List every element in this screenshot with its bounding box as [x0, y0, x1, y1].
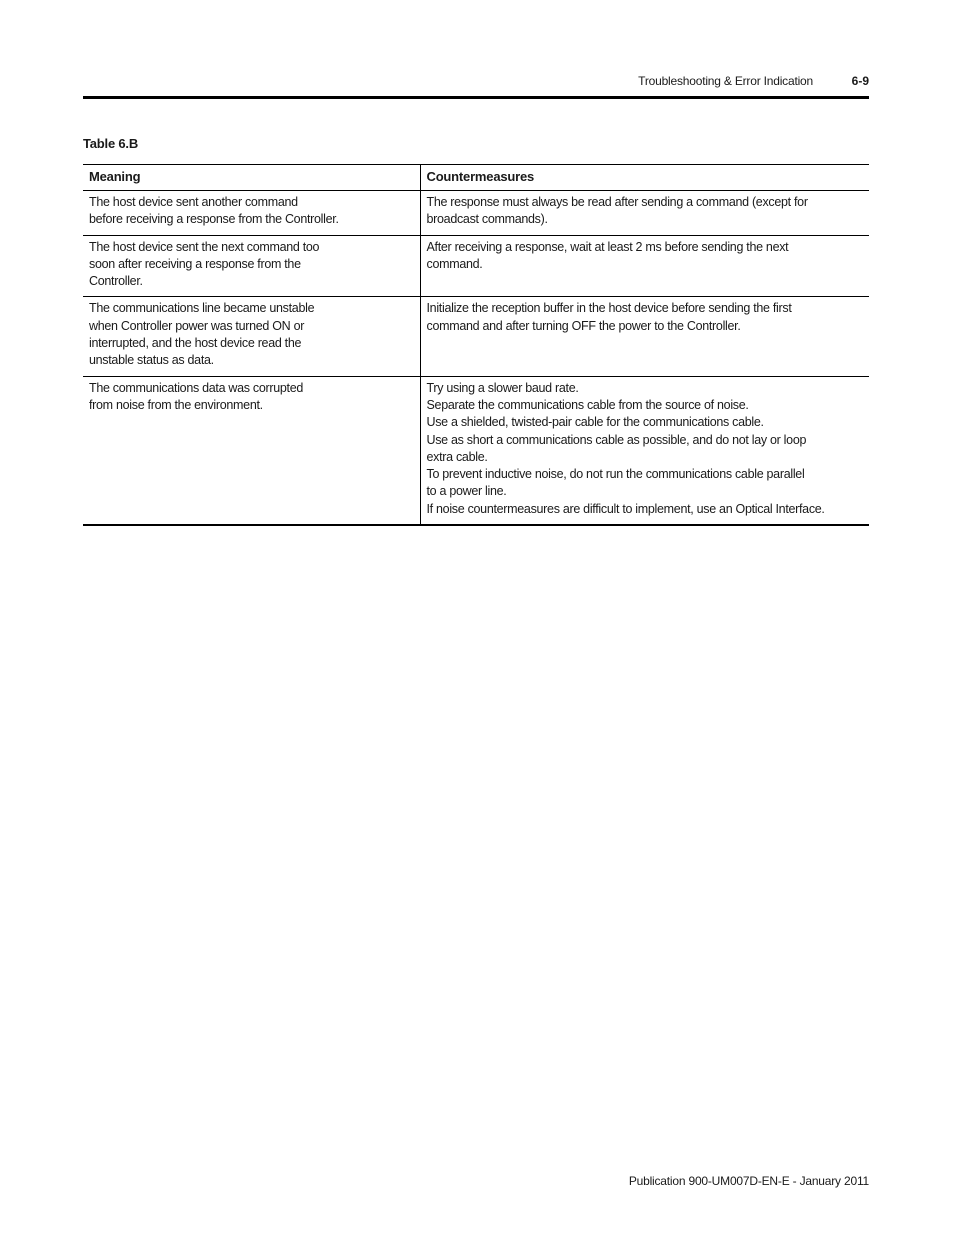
column-header-meaning: Meaning	[83, 165, 420, 191]
countermeasure-line: broadcast commands).	[426, 212, 548, 227]
table-header-row	[83, 165, 869, 191]
meaning-line: The host device sent the next command too	[89, 239, 320, 254]
table-row	[83, 235, 869, 297]
countermeasure-line: Initialize the reception buffer in the host device before sending the first	[426, 301, 792, 316]
countermeasures-cell	[420, 376, 869, 525]
meaning-cell	[83, 376, 420, 525]
header-title: Troubleshooting & Error Indication	[638, 74, 813, 88]
table-row	[83, 191, 869, 236]
meaning-cell	[83, 235, 420, 297]
meaning-line: The communications data was corrupted	[89, 380, 304, 395]
meaning-line: when Controller power was turned ON or	[89, 318, 305, 333]
header-rule	[83, 96, 869, 99]
meaning-cell	[83, 297, 420, 376]
troubleshooting-table	[83, 164, 869, 526]
countermeasure-line: extra cable.	[426, 449, 488, 464]
countermeasures-cell	[420, 297, 869, 376]
countermeasures-cell	[420, 191, 869, 236]
countermeasure-line: Separate the communications cable from the source of noise.	[426, 397, 749, 412]
table-row	[83, 297, 869, 376]
meaning-line: The communications line became unstable	[89, 301, 315, 316]
meaning-line: Controller.	[89, 274, 143, 289]
page-header	[83, 72, 869, 94]
countermeasure-line: Use a shielded, twisted-pair cable for the communications cable.	[426, 415, 764, 430]
meaning-cell	[83, 191, 420, 236]
meaning-line: before receiving a response from the Controller.	[89, 212, 339, 227]
table-row	[83, 376, 869, 525]
column-header-countermeasures: Countermeasures	[420, 165, 869, 191]
countermeasure-line: If noise countermeasures are difficult to implement, use an Optical Interface.	[426, 501, 825, 516]
countermeasure-line: command and after turning OFF the power to the Controller.	[426, 318, 741, 333]
meaning-line: soon after receiving a response from the	[89, 256, 301, 271]
countermeasure-line: The response must always be read after sending a command (except for	[426, 195, 808, 209]
table-caption: Table 6.B	[83, 136, 139, 151]
countermeasure-line: command.	[426, 256, 483, 271]
countermeasures-cell	[420, 235, 869, 297]
countermeasure-line: to a power line.	[426, 484, 507, 499]
page-number: 6-9	[851, 74, 869, 88]
publication-footer: Publication 900-UM007D-EN-E - January 2011	[628, 1174, 869, 1188]
meaning-line: The host device sent another command	[89, 195, 298, 209]
countermeasure-line: After receiving a response, wait at least 2 ms before sending the next	[426, 239, 789, 254]
countermeasure-line: To prevent inductive noise, do not run the communications cable parallel	[426, 467, 805, 482]
countermeasure-line: Try using a slower baud rate.	[426, 380, 579, 395]
meaning-line: interrupted, and the host device read the	[89, 336, 302, 351]
meaning-line: unstable status as data.	[89, 353, 214, 368]
countermeasure-line: Use as short a communications cable as possible, and do not lay or loop	[426, 432, 807, 447]
meaning-line: from noise from the environment.	[89, 397, 263, 412]
